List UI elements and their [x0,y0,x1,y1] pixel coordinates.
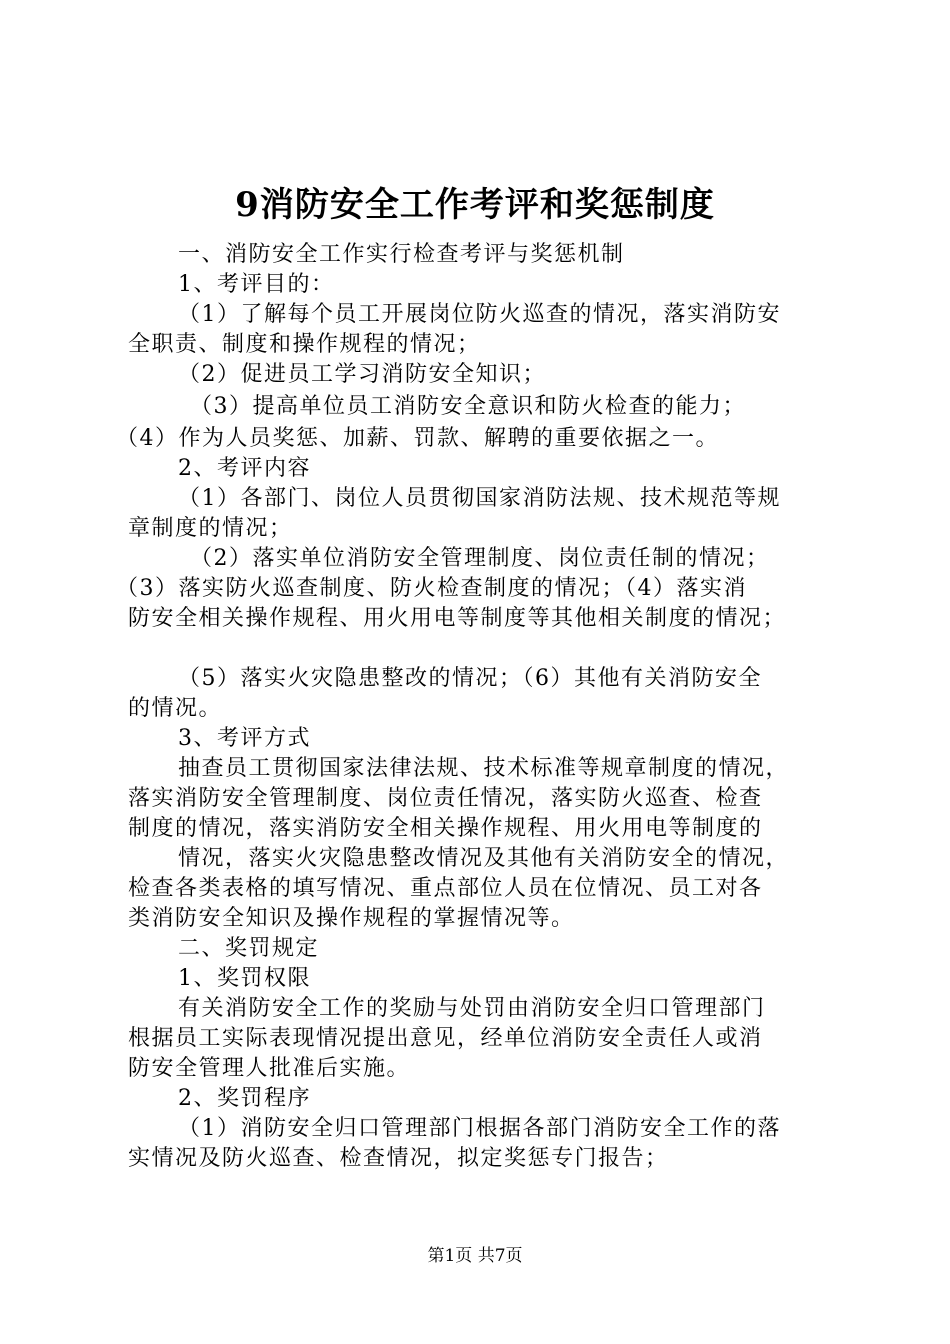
paragraph-line: （2）促进员工学习消防安全知识； [178,362,546,387]
paragraph-line: （1）了解每个员工开展岗位防火巡查的情况，落实消防安 [178,302,781,327]
subsection-heading: 1、考评目的： [178,272,335,297]
paragraph-line: 制度的情况，落实消防安全相关操作规程、用火用电等制度的 [128,816,763,841]
paragraph-line: （3）提高单位员工消防安全意识和防火检查的能力； [190,394,746,419]
page-number: 第1页 共7页 [427,1246,523,1266]
paragraph-line: 落实消防安全管理制度、岗位责任情况，落实防火巡查、检查 [128,786,763,811]
paragraph-line: 防安全相关操作规程、用火用电等制度等其他相关制度的情况； [128,606,787,631]
subsection-heading: 1、奖罚权限 [178,966,311,991]
section-heading: 一、消防安全工作实行检查考评与奖惩机制 [178,242,625,267]
paragraph-line: 有关消防安全工作的奖励与处罚由消防安全归口管理部门 [178,996,766,1021]
paragraph-line: 章制度的情况； [128,516,293,541]
document-title: 9消防安全工作考评和奖惩制度 [235,185,715,225]
paragraph-line: 抽查员工贯彻国家法律法规、技术标准等规章制度的情况， [178,756,790,781]
paragraph-line: 类消防安全知识及操作规程的掌握情况等。 [128,906,575,931]
subsection-heading: 3、考评方式 [178,726,311,751]
subsection-heading: 2、奖罚程序 [178,1086,311,1111]
paragraph-line: （2）落实单位消防安全管理制度、岗位责任制的情况； [190,546,770,571]
paragraph-line: 防安全管理人批准后实施。 [128,1056,411,1081]
section-heading: 二、奖罚规定 [178,936,320,961]
paragraph-line: 情况，落实火灾隐患整改情况及其他有关消防安全的情况， [178,846,790,871]
paragraph-line: （1）消防安全归口管理部门根据各部门消防安全工作的落 [178,1116,781,1141]
paragraph-line: 全职责、制度和操作规程的情况； [128,332,481,357]
paragraph-line: 的情况。 [128,696,223,721]
paragraph-line: （5）落实火灾隐患整改的情况；（6）其他有关消防安全 [178,666,762,691]
paragraph-line: 根据员工实际表现情况提出意见，经单位消防安全责任人或消 [128,1026,763,1051]
paragraph-line: （4）作为人员奖惩、加薪、罚款、解聘的重要依据之一。 [116,426,719,451]
subsection-heading: 2、考评内容 [178,456,311,481]
paragraph-line: （1）各部门、岗位人员贯彻国家消防法规、技术规范等规 [178,486,781,511]
paragraph-line: 实情况及防火巡查、检查情况，拟定奖惩专门报告； [128,1146,669,1171]
paragraph-line: （3）落实防火巡查制度、防火检查制度的情况；（4）落实消 [116,576,747,601]
paragraph-line: 检查各类表格的填写情况、重点部位人员在位情况、员工对各 [128,876,763,901]
